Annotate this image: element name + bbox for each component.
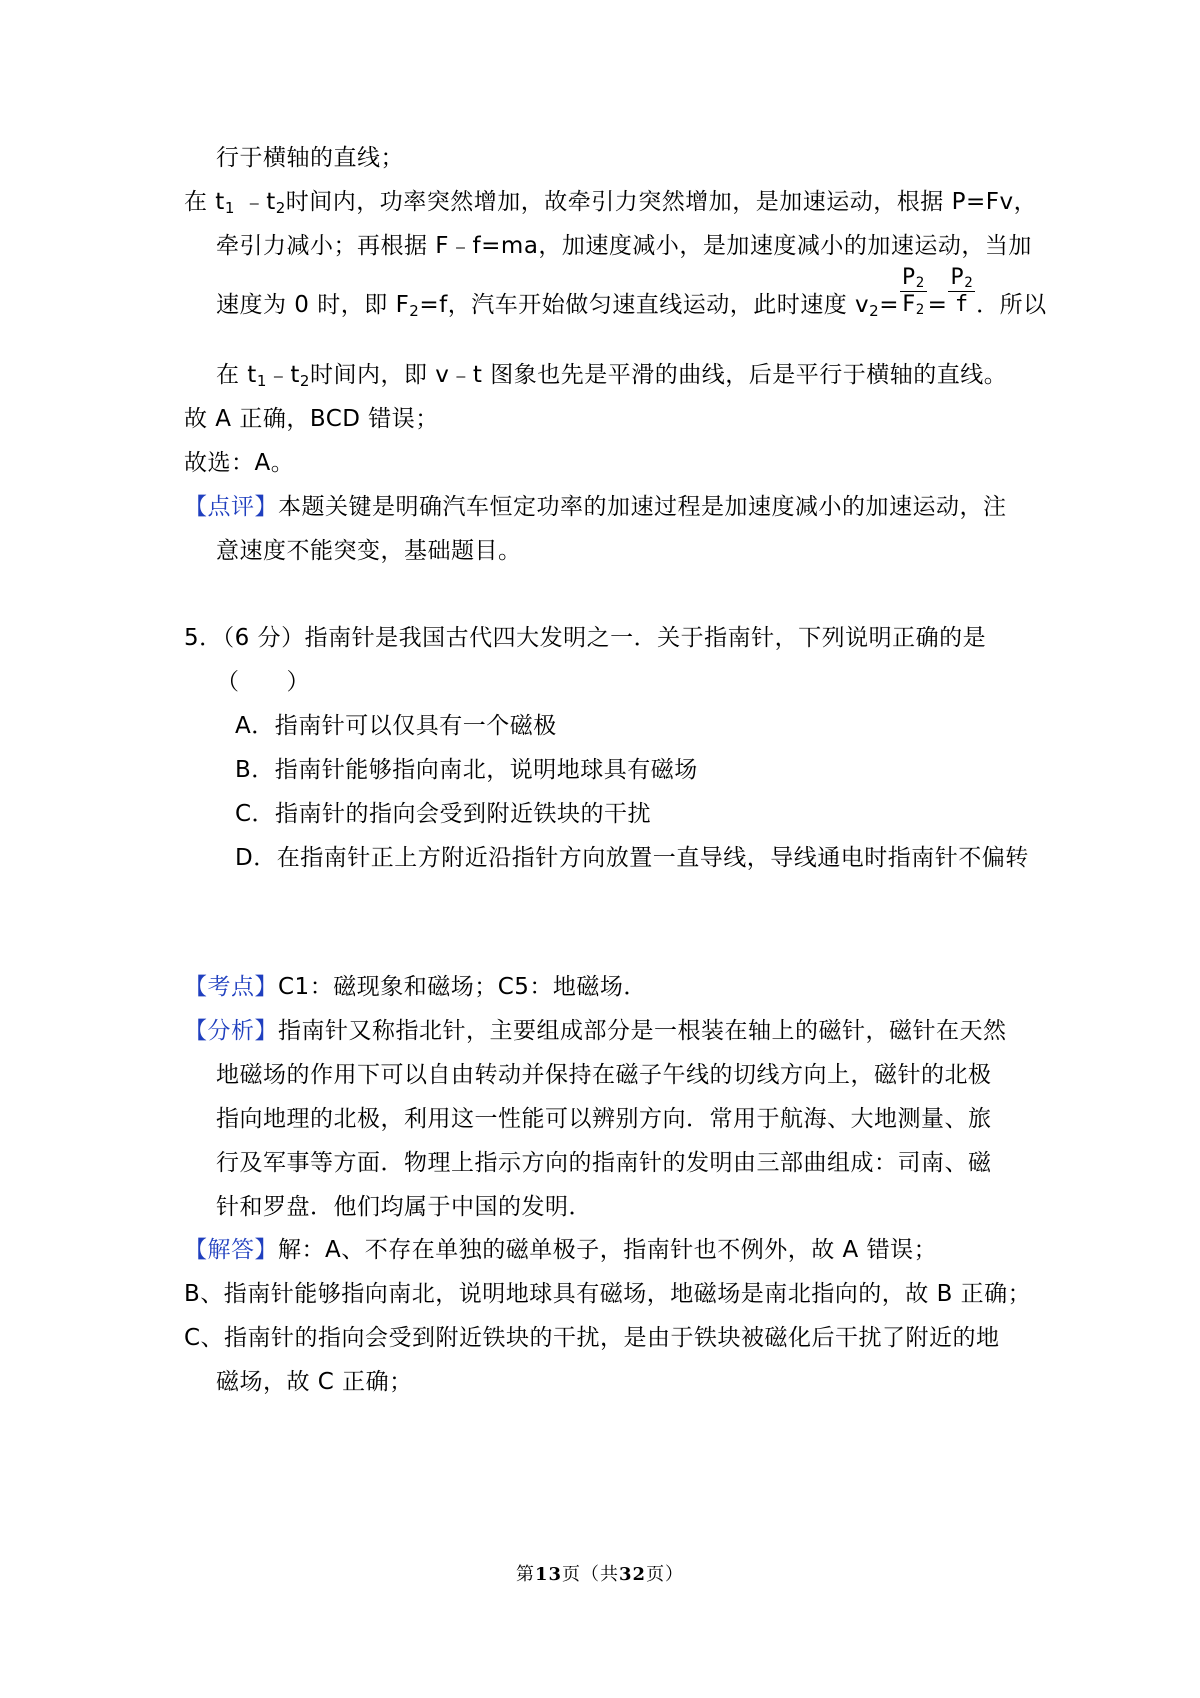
text-line-with-formula: 速度为 0 时，即 $F_2=f$，汽车开始做匀速直线运动，此时速度 $v_2=$ $\frac{P_2}{F_2}$ = $\frac{P_2}{f}$ ．所以 bbox=[216, 265, 1047, 320]
kaodian-tag: 【考点】 bbox=[184, 974, 278, 1000]
answer-blank: （ ） bbox=[216, 669, 310, 695]
text-line: 地磁场的作用下可以自由转动并保持在磁子午线的切线方向上，磁针的北极 bbox=[216, 1062, 992, 1088]
text-line: 针和罗盘．他们均属于中国的发明． bbox=[216, 1194, 592, 1220]
text-line: C、指南针的指向会受到附近铁块的干扰，是由于铁块被磁化后干扰了附近的地 bbox=[184, 1325, 1000, 1351]
text-line: 行于横轴的直线； bbox=[216, 145, 404, 171]
text-line: B、指南针能够指向南北，说明地球具有磁场，地磁场是南北指向的，故 B 正确； bbox=[184, 1281, 1032, 1307]
total-page-number: 32 bbox=[619, 1564, 647, 1585]
text-line: 故选：A。 bbox=[184, 450, 295, 476]
kaodian-paragraph: 【考点】C1：磁现象和磁场；C5：地磁场． bbox=[184, 974, 647, 1000]
text-line: 故 A 正确，BCD 错误； bbox=[184, 406, 439, 432]
text-line: 意速度不能突变，基础题目。 bbox=[216, 538, 522, 564]
text-line: 磁场，故 C 正确； bbox=[216, 1369, 413, 1395]
page-footer: 第13页（共32页） bbox=[515, 1564, 685, 1585]
option-c: C．指南针的指向会受到附近铁块的干扰 bbox=[235, 801, 652, 827]
text-line: 行及军事等方面．物理上指示方向的指南针的发明由三部曲组成：司南、磁 bbox=[216, 1150, 992, 1176]
text-line: 指向地理的北极，利用这一性能可以辨别方向．常用于航海、大地测量、旅 bbox=[216, 1106, 992, 1132]
jieda-tag: 【解答】 bbox=[184, 1237, 278, 1263]
comment-tag: 【点评】 bbox=[184, 494, 278, 520]
fenxi-paragraph: 【分析】指南针又称指北针，主要组成部分是一根装在轴上的磁针，磁针在天然 bbox=[184, 1018, 1007, 1044]
text-line: 牵引力减小；再根据 F﹣f=ma，加速度减小，是加速度减小的加速运动，当加 bbox=[216, 233, 1032, 259]
current-page-number: 13 bbox=[534, 1564, 562, 1585]
text-line: 在 $t_1$ $﹣t_2$时间内，功率突然增加，故牵引力突然增加，是加速运动，根据 P=Fv， bbox=[184, 189, 1038, 217]
text-line: 在 $t_1﹣t_2$时间内，即 v﹣t 图象也先是平滑的曲线，后是平行于横轴的直线。 bbox=[216, 362, 1008, 390]
fraction-p2-over-f: $\frac{P_2}{f}$ bbox=[950, 265, 974, 317]
jieda-paragraph: 【解答】解：A、不存在单独的磁单极子，指南针也不例外，故 A 错误； bbox=[184, 1237, 938, 1263]
fenxi-tag: 【分析】 bbox=[184, 1018, 278, 1044]
fraction-p2-over-f2: $\frac{P_2}{F_2}$ bbox=[901, 265, 925, 318]
question-stem: 5．（6 分）指南针是我国古代四大发明之一．关于指南针，下列说明正确的是 bbox=[184, 625, 987, 651]
option-d: D．在指南针正上方附近沿指针方向放置一直导线，导线通电时指南针不偏转 bbox=[235, 845, 1029, 871]
option-b: B．指南针能够指向南北，说明地球具有磁场 bbox=[235, 757, 698, 783]
option-a: A．指南针可以仅具有一个磁极 bbox=[235, 713, 557, 739]
comment-paragraph: 【点评】本题关键是明确汽车恒定功率的加速过程是加速度减小的加速运动，注 bbox=[184, 494, 1007, 520]
